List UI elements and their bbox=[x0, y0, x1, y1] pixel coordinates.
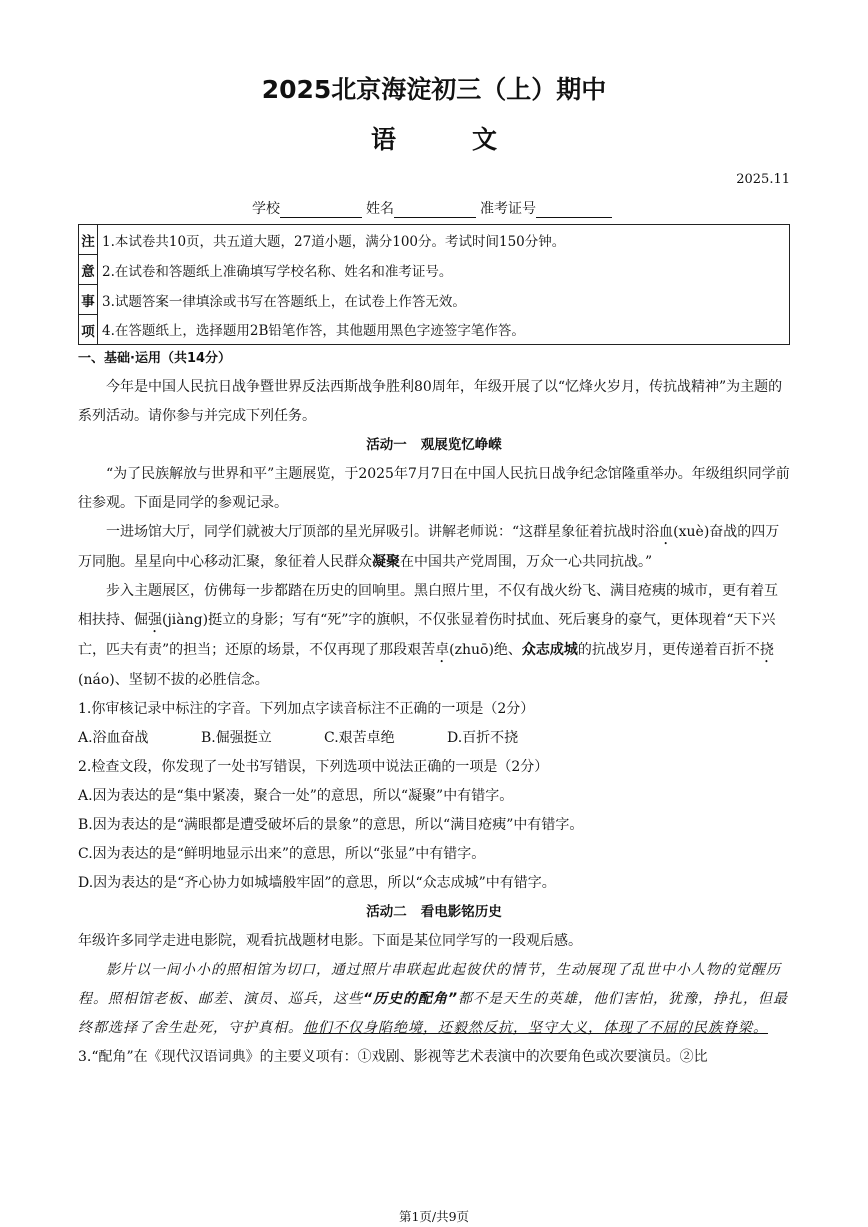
exam-body bbox=[78, 344, 790, 1072]
text-run: (náo)、坚韧不拔的必胜信念。 bbox=[78, 672, 269, 688]
option-d[interactable]: D.因为表达的是“齐心协力如城墙般牢固”的意思，所以“众志成城”中有错字。 bbox=[78, 875, 556, 891]
option-b[interactable]: B.因为表达的是“满眼都是遭受破坏后的景象”的意思，所以“满目疮痍”中有错字。 bbox=[78, 817, 584, 833]
dotted-char: 挠 bbox=[759, 642, 774, 658]
exam-title: 2025北京海淀初三（上）期中 bbox=[261, 75, 607, 104]
bold-term: 众志成城 bbox=[521, 642, 578, 658]
section-title: 一、基础·运用（共14分） bbox=[78, 351, 232, 366]
name-blank bbox=[394, 203, 476, 218]
subject-char-2: 文 bbox=[472, 125, 498, 154]
school-blank bbox=[280, 203, 362, 218]
option-b[interactable]: B.倔强挺立 bbox=[201, 730, 272, 746]
text-run: 在中国共产党周围，万众一心共同抗战。” bbox=[400, 554, 653, 570]
text-run: (zhuō)绝、 bbox=[449, 642, 522, 658]
school-label: 学校 bbox=[252, 201, 280, 217]
activity-2-title bbox=[78, 898, 790, 927]
info-fields bbox=[0, 198, 868, 218]
notes-item-2: 2.在试卷和答题纸上准确填写学校名称、姓名和准考证号。 bbox=[98, 255, 790, 285]
text-run: (xuè)奋战的四万万同胞。星星向中心移动汇聚，象征着人民群众 bbox=[78, 524, 780, 570]
exam-no-label: 准考证号 bbox=[480, 201, 536, 217]
notes-item-3: 3.试题答案一律填涂或书写在答题纸上，在试卷上作答无效。 bbox=[98, 285, 790, 315]
activity-2-name: 看电影铭历史 bbox=[420, 904, 502, 920]
text-run: 都不是天生的英雄，他们害怕，犹豫，挣扎，但最终都选择了舍生赴死，守护真相。 bbox=[78, 991, 789, 1036]
activity-1-label: 活动一 bbox=[366, 437, 407, 453]
question-1-stem: 1.你审核记录中标注的字音。下列加点字读音标注不正确的一项是（2分） bbox=[78, 701, 535, 717]
name-label: 姓名 bbox=[366, 201, 394, 217]
notes-item-1: 1.本试卷共10页，共五道大题，27道小题，满分100分。考试时间150分钟。 bbox=[98, 225, 790, 255]
dotted-char: 卓 bbox=[435, 642, 450, 658]
activity-1-para-2 bbox=[78, 518, 790, 577]
notes-label-4: 项 bbox=[79, 315, 98, 345]
option-c[interactable]: C.因为表达的是“鲜明地显示出来”的意思，所以“张显”中有错字。 bbox=[78, 846, 486, 862]
option-d[interactable]: D.百折不挠 bbox=[447, 730, 519, 746]
exam-no-blank bbox=[536, 203, 612, 218]
option-c[interactable]: C.艰苦卓绝 bbox=[324, 730, 395, 746]
dotted-char: 强 bbox=[148, 612, 162, 628]
dotted-char: 血 bbox=[659, 524, 674, 540]
notes-label-3: 事 bbox=[79, 285, 98, 315]
activity-2-intro: 年级许多同学走进电影院，观看抗战题材电影。下面是某位同学写的一段观后感。 bbox=[78, 933, 582, 949]
subject-char-1: 语 bbox=[370, 125, 396, 154]
question-2-stem: 2.检查文段，你发现了一处书写错误，下列选项中说法正确的一项是（2分） bbox=[78, 759, 549, 775]
notes-table bbox=[78, 224, 790, 345]
activity-1-title bbox=[78, 431, 790, 460]
subject-title bbox=[0, 120, 868, 156]
exam-date: 2025.11 bbox=[736, 172, 790, 187]
text-run: 影片以一间小小的照相馆为切口，通过照片串联起此起彼伏的情节，生动展现了乱世中小人物的觉醒历程。照相馆老板、邮差、演员、巡兵，这些 bbox=[78, 962, 781, 1007]
activity-1-para-3 bbox=[78, 577, 790, 695]
bold-term: 凝聚 bbox=[372, 554, 400, 570]
question-1-options bbox=[78, 724, 790, 753]
text-run: 步入主题展区，仿佛每一步都踏在历史的回响里。黑白照片里，不仅有战火纷飞、满目疮痍的城市，更有着互相扶持、倔 bbox=[78, 583, 778, 628]
section-intro: 今年是中国人民抗日战争暨世界反法西斯战争胜利80周年，年级开展了以“忆烽火岁月，传抗战精神”为主题的系列活动。请你参与并完成下列任务。 bbox=[78, 379, 783, 424]
notes-item-4: 4.在答题纸上，选择题用2B铅笔作答，其他题用黑色字迹签字笔作答。 bbox=[98, 315, 790, 345]
notes-label-1: 注 bbox=[79, 225, 98, 255]
page-number: 第1页/共9页 bbox=[398, 1209, 470, 1224]
activity-2-label: 活动二 bbox=[366, 904, 407, 920]
option-a[interactable]: A.因为表达的是“集中紧凑，聚合一处”的意思，所以“凝聚”中有错字。 bbox=[78, 788, 514, 804]
option-a[interactable]: A.浴血奋战 bbox=[78, 730, 149, 746]
text-run: 的抗战岁月，更传递着百折不 bbox=[577, 642, 760, 658]
underlined-sentence: 他们不仅身陷绝境，还毅然反抗，坚守大义，体现了不屈的民族脊梁。 bbox=[303, 1020, 768, 1036]
bold-term: “历史的配角” bbox=[363, 991, 459, 1007]
text-run: 一进场馆大厅，同学们就被大厅顶部的星光屏吸引。讲解老师说：“这群星象征着抗战时浴 bbox=[106, 524, 660, 540]
essay-paragraph bbox=[78, 956, 790, 1043]
notes-label-2: 意 bbox=[79, 255, 98, 285]
activity-1-name: 观展览忆峥嵘 bbox=[420, 437, 502, 453]
activity-1-para-1: “为了民族解放与世界和平”主题展览，于2025年7月7日在中国人民抗日战争纪念馆隆重举办。年级组织同学前往参观。下面是同学的参观记录。 bbox=[78, 466, 790, 511]
question-3-stem: 3.“配角”在《现代汉语词典》的主要义项有：①戏剧、影视等艺术表演中的次要角色或次要演员。②比 bbox=[78, 1049, 708, 1065]
text-run: (jiàng)挺立的身影；写有“死”字的旗帜，不仅张显着伤时拭血、死后裹身的豪气，更体现着“天下兴亡，匹夫有责”的担当；还原的场景，不仅再现了那段艰苦 bbox=[78, 612, 776, 658]
